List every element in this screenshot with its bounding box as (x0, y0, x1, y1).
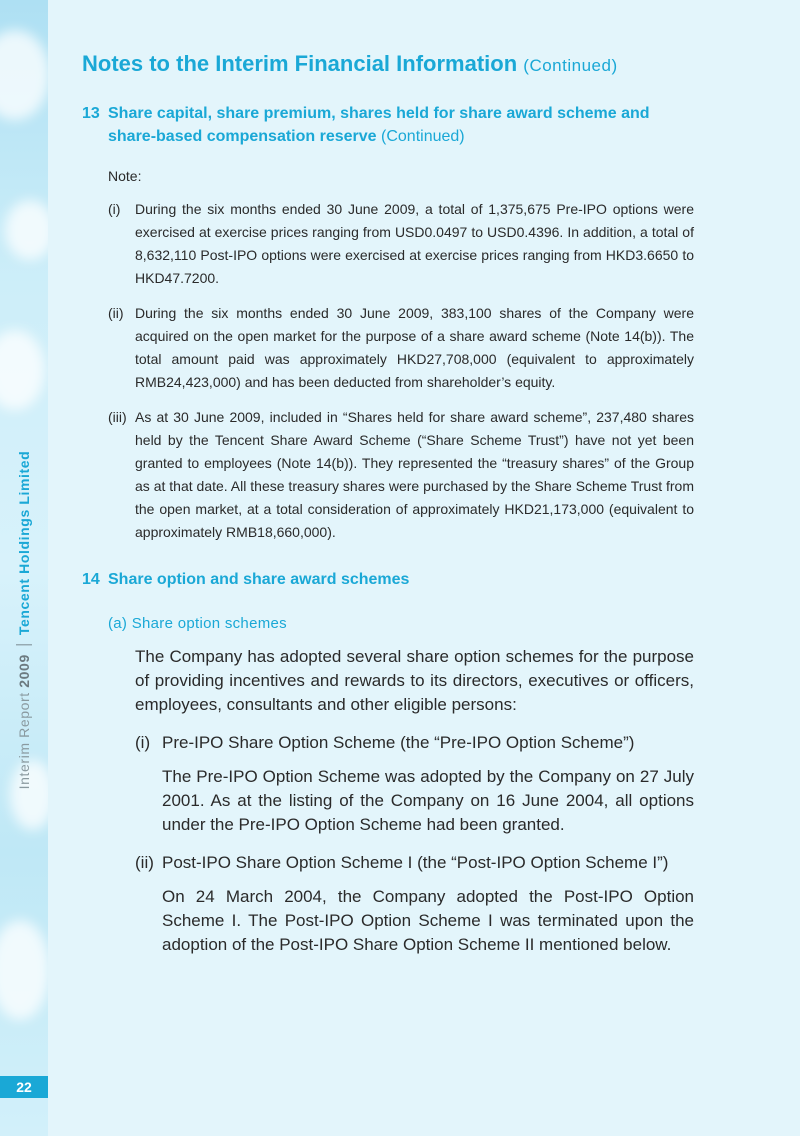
scheme-heading (135, 851, 694, 875)
note-item-text: During the six months ended 30 June 2009, 383,100 shares of the Company were acquired on the open market for the purpose of a share award scheme (Note 14(b)). The total amount paid was approximately HKD27,708,000 (equivalent to approximately RMB24,423,000) and has been deducted from shareholder’s equity. (135, 305, 694, 390)
cloud-decoration (0, 330, 45, 410)
note-item-label: (i) (108, 201, 121, 217)
section-number: 13 (82, 105, 100, 122)
main-content (82, 48, 694, 957)
cloud-decoration (0, 30, 48, 120)
cloud-decoration (5, 200, 48, 260)
scheme-title: Post-IPO Share Option Scheme I (the “Post-IPO Option Scheme I”) (162, 853, 669, 872)
sidebar-sky-band (0, 0, 48, 1136)
scheme-label: (i) (135, 733, 151, 752)
section-title-continued: (Continued) (381, 128, 465, 145)
section-number: 14 (82, 571, 100, 588)
page-title-text: Notes to the Interim Financial Information (82, 51, 518, 76)
section-title-text: Share capital, share premium, shares held for share award scheme and share-based compensation reserve (108, 105, 650, 145)
page-number: 22 (0, 1076, 48, 1098)
intro-paragraph: The Company has adopted several share option schemes for the purpose of providing incentives and rewards to its directors, executives or officers, employees, consultants and other eligible persons: (135, 647, 694, 714)
note-item (108, 406, 694, 544)
cloud-decoration (0, 920, 48, 1020)
scheme-paragraph: On 24 March 2004, the Company adopted the Post-IPO Option Scheme I. The Post-IPO Option Scheme I was terminated upon the adoption of the Post-IPO Share Option Scheme II mentioned below. (162, 887, 694, 954)
note-item-label: (iii) (108, 409, 127, 425)
scheme-label: (ii) (135, 853, 154, 872)
scheme-title: Pre-IPO Share Option Scheme (the “Pre-IPO Option Scheme”) (162, 733, 635, 752)
page-title-continued: (Continued) (523, 56, 618, 75)
scheme-heading (135, 731, 694, 755)
report-label: Interim Report (16, 692, 32, 790)
note-item-text: During the six months ended 30 June 2009, a total of 1,375,675 Pre-IPO options were exercised at exercise prices ranging from USD0.0497 to USD0.4396. In addition, a total of 8,632,110 Post-IPO options were exercised at exercise prices ranging from HKD3.6650 to HKD47.7200. (135, 201, 694, 286)
report-caption (16, 451, 32, 790)
subsection-heading: (a) Share option schemes (108, 615, 287, 632)
note-item-text: As at 30 June 2009, included in “Shares held for share award scheme”, 237,480 shares held by the Tencent Share Award Scheme (“Share Scheme Trust”) have not yet been granted to employees (Note 14(b)). They represented the “treasury shares” of the Group as at that date. All these treasury shares were purchased by the Share Scheme Trust from the open market, at a total consideration of approximately HKD21,173,000 (equivalent to approximately RMB18,660,000). (135, 409, 694, 540)
scheme-paragraph: The Pre-IPO Option Scheme was adopted by the Company on 27 July 2001. As at the listing of the Company on 16 June 2004, all options under the Pre-IPO Option Scheme had been granted. (162, 767, 694, 834)
section-14-heading (82, 568, 694, 591)
company-name: Tencent Holdings Limited (16, 450, 32, 636)
section-title (108, 102, 694, 148)
page-title (82, 48, 694, 82)
note-item (108, 198, 694, 290)
section-title-text: Share option and share award schemes (108, 571, 410, 588)
note-item (108, 302, 694, 394)
section-13-heading (82, 102, 694, 148)
note-item-label: (ii) (108, 305, 124, 321)
caption-divider (16, 644, 32, 645)
report-year: 2009 (16, 654, 32, 688)
note-label: Note: (108, 168, 142, 184)
